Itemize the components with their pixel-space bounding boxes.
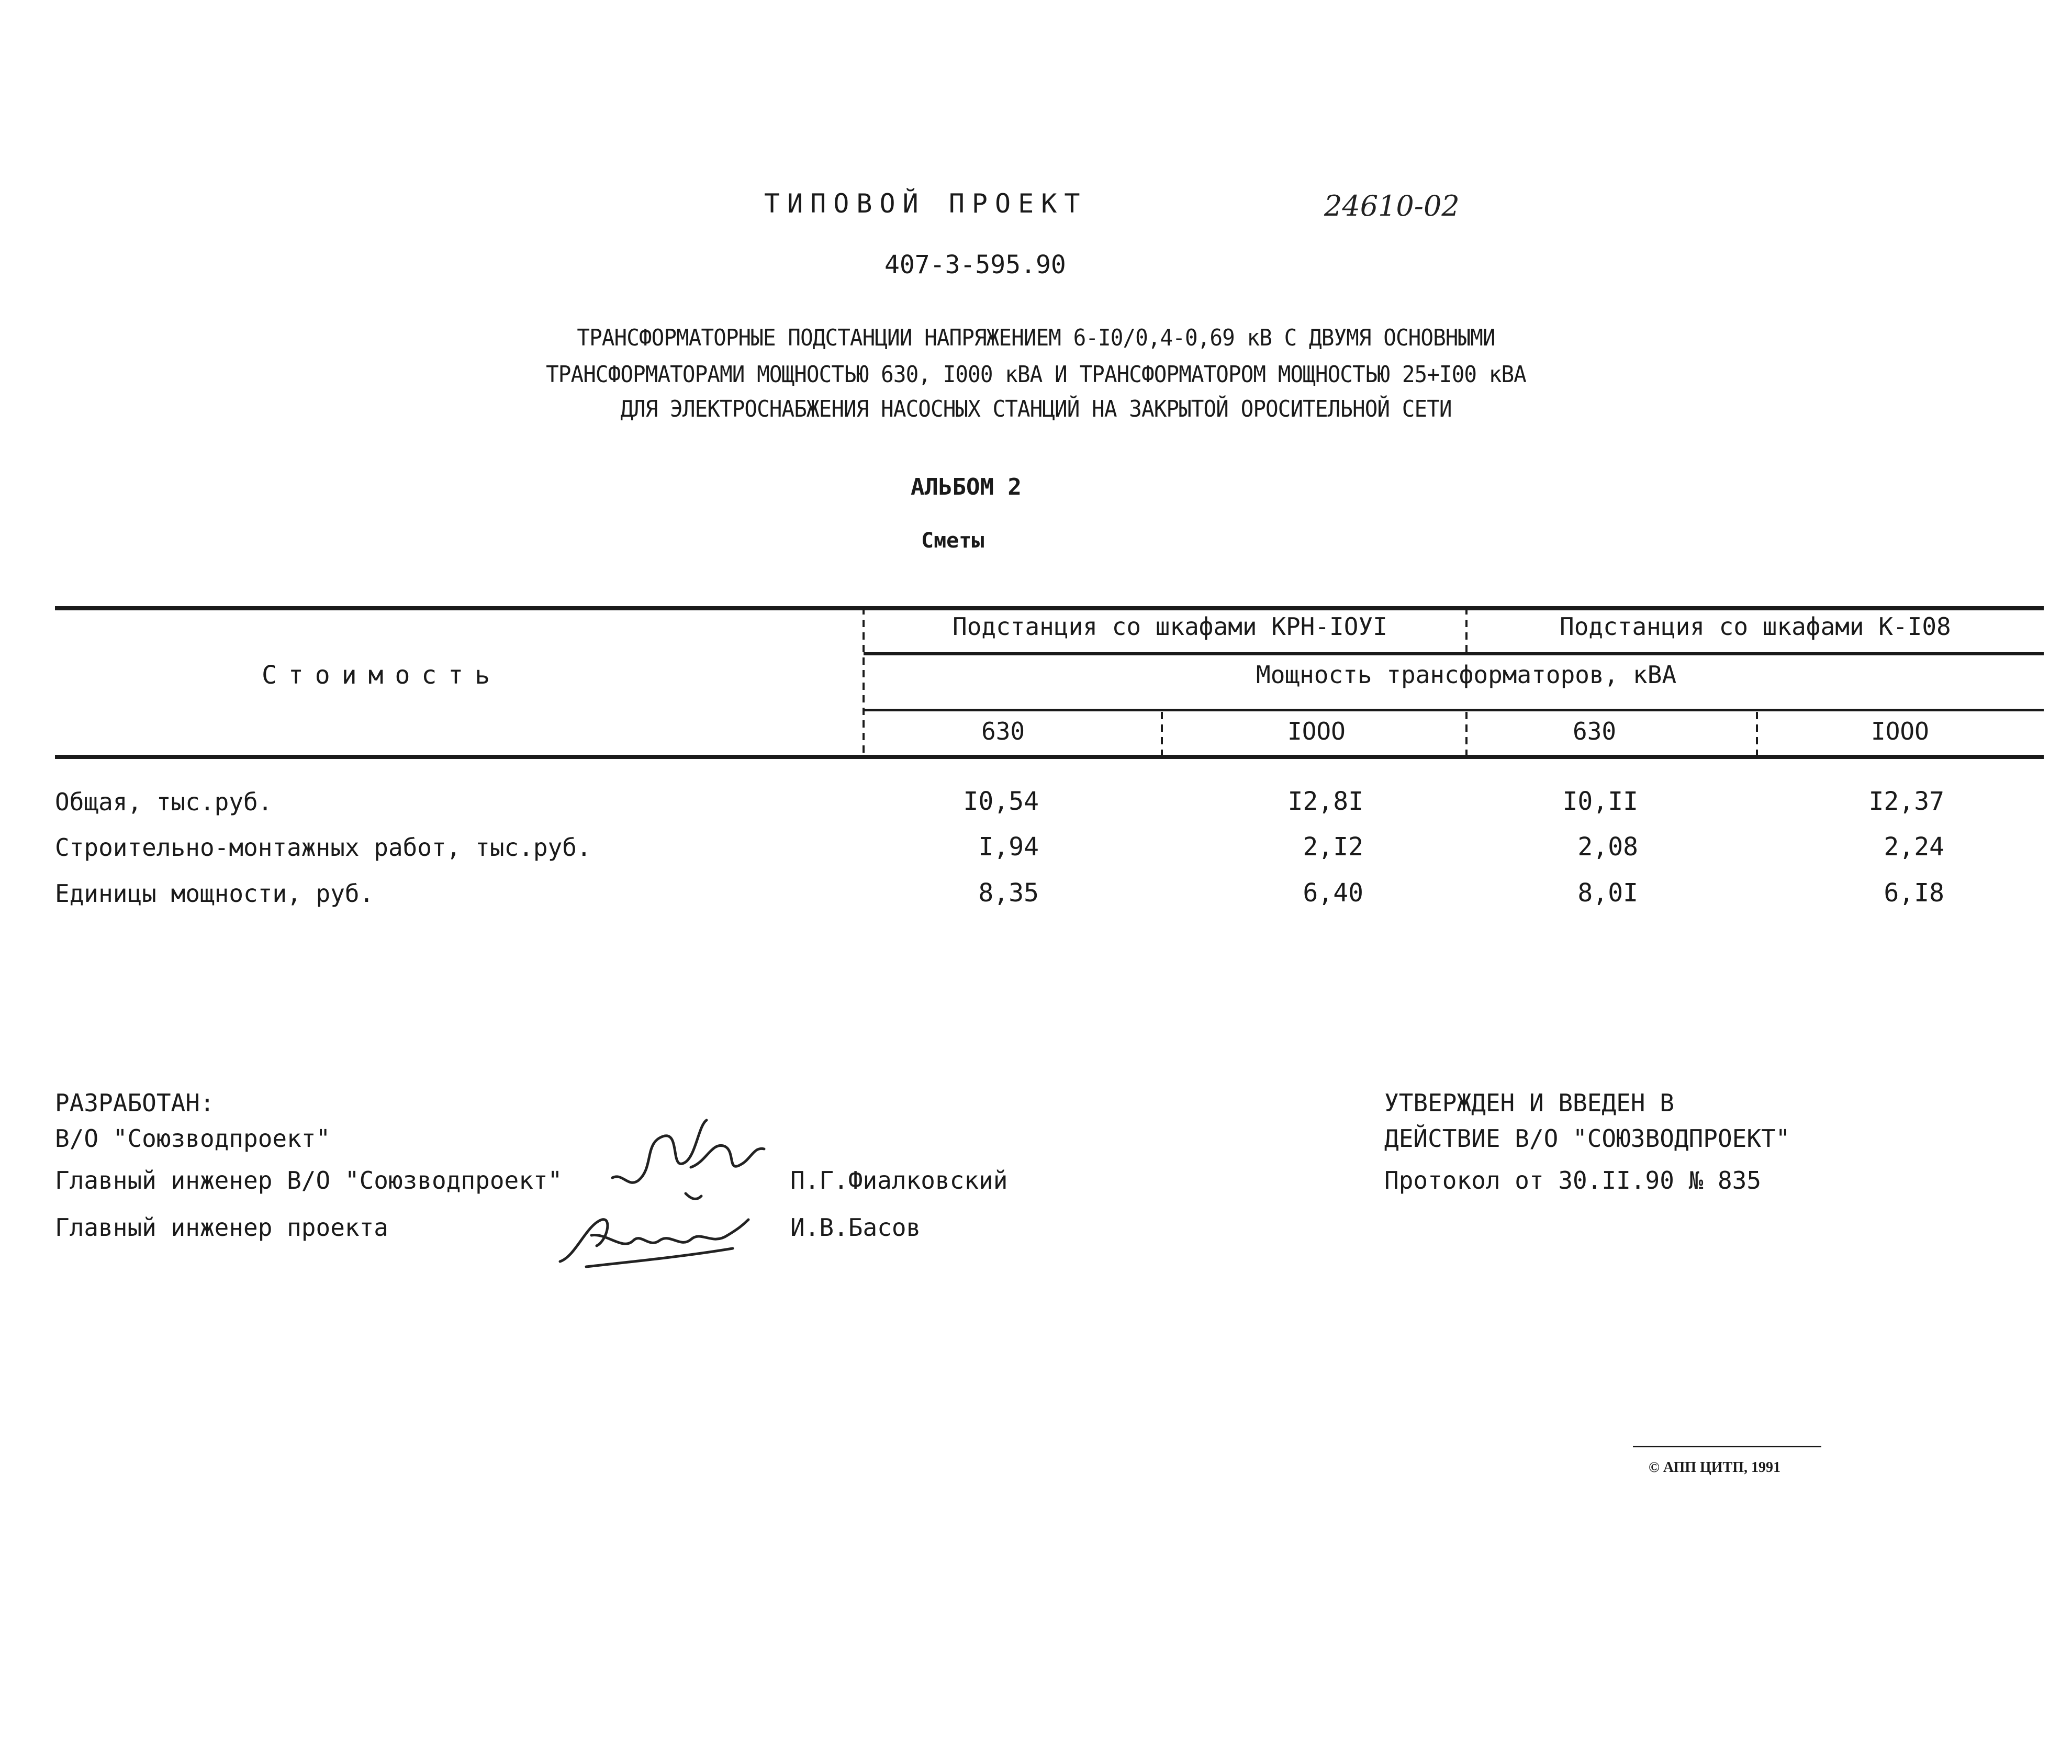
table-cell: I2,37: [1868, 787, 1944, 816]
approval-line-2: ДЕЙСТВИЕ В/О "СОЮЗВОДПРОЕКТ": [1384, 1124, 1790, 1153]
power-col-2: IOOO: [1287, 717, 1346, 745]
copyright-note: © АПП ЦИТП, 1991: [1649, 1459, 1781, 1476]
album-number: АЛЬБОМ 2: [911, 474, 1022, 500]
power-header-rule: [864, 709, 2044, 711]
table-cell: I0,II: [1562, 787, 1638, 816]
protocol-reference: Протокол от 30.II.90 № 835: [1384, 1166, 1762, 1194]
group-header-k108: Подстанция со шкафами К-I08: [1560, 612, 1951, 641]
title-line-3: ДЛЯ ЭЛЕКТРОСНАБЖЕНИЯ НАСОСНЫХ СТАНЦИЙ НА ЗАКРЫТОЙ ОРОСИТЕЛЬНОЙ СЕТИ: [620, 396, 1452, 422]
table-cell: 2,I2: [1303, 832, 1363, 862]
developed-label: РАЗРАБОТАН:: [55, 1089, 215, 1117]
power-col-separator-1: [1161, 712, 1163, 756]
table-cell: I0,54: [963, 787, 1039, 816]
power-col-1: 630: [981, 717, 1025, 745]
signature-chief-engineer: [607, 1110, 775, 1209]
power-col-separator-3: [1756, 712, 1758, 756]
approval-line-1: УТВЕРЖДЕН И ВВЕДЕН В: [1384, 1089, 1674, 1117]
project-engineer-name: И.В.Басов: [790, 1213, 921, 1242]
power-col-4: IOOO: [1871, 717, 1929, 745]
developer-organization: В/О "Союзводпроект": [55, 1124, 331, 1153]
handwritten-inventory-code: 24610-02: [1324, 189, 1460, 222]
table-cell: I2,8I: [1287, 787, 1363, 816]
chief-engineer-label: Главный инженер В/О "Союзводпроект": [55, 1166, 563, 1194]
section-title: Сметы: [921, 529, 984, 553]
power-header: Мощность трансформаторов, кВА: [1256, 661, 1677, 689]
table-row-label: Общая, тыс.руб.: [55, 788, 273, 816]
document-number: 407-3-595.90: [884, 250, 1066, 280]
table-cell: 6,40: [1303, 878, 1363, 908]
group-header-krn: Подстанция со шкафами КРН-IOУI: [953, 612, 1387, 641]
signature-project-engineer: [555, 1204, 754, 1272]
document-type: ТИПОВОЙ ПРОЕКТ: [764, 188, 1088, 219]
table-top-rule: [55, 606, 2044, 610]
table-cell: 8,35: [978, 878, 1039, 908]
table-cell: 2,08: [1577, 832, 1638, 862]
cost-column-header: Стоимость: [262, 661, 502, 690]
table-header-bottom-rule: [55, 755, 2044, 759]
group-separator: [1465, 607, 1468, 653]
title-line-1: ТРАНСФОРМАТОРНЫЕ ПОДСТАНЦИИ НАПРЯЖЕНИЕМ 6-I0/0,4-0,69 кВ С ДВУМЯ ОСНОВНЫМИ: [577, 325, 1495, 351]
table-row-label: Единицы мощности, руб.: [55, 879, 374, 908]
power-col-3: 630: [1573, 717, 1617, 745]
table-row-label: Строительно-монтажных работ, тыс.руб.: [55, 833, 591, 862]
power-col-separator-2: [1465, 712, 1468, 756]
chief-engineer-name: П.Г.Фиалковский: [790, 1166, 1008, 1194]
table-cell: I,94: [978, 832, 1039, 862]
cost-column-separator: [863, 607, 865, 756]
project-engineer-label: Главный инженер проекта: [55, 1213, 388, 1242]
table-cell: 8,0I: [1577, 878, 1638, 908]
title-line-2: ТРАНСФОРМАТОРАМИ МОЩНОСТЬЮ 630, I000 кВА И ТРАНСФОРМАТОРОМ МОЩНОСТЬЮ 25+I00 кВА: [546, 361, 1526, 388]
group-header-rule: [864, 652, 2044, 655]
copyright-rule: [1633, 1446, 1821, 1447]
table-cell: 2,24: [1884, 832, 1944, 862]
table-cell: 6,I8: [1884, 878, 1944, 908]
